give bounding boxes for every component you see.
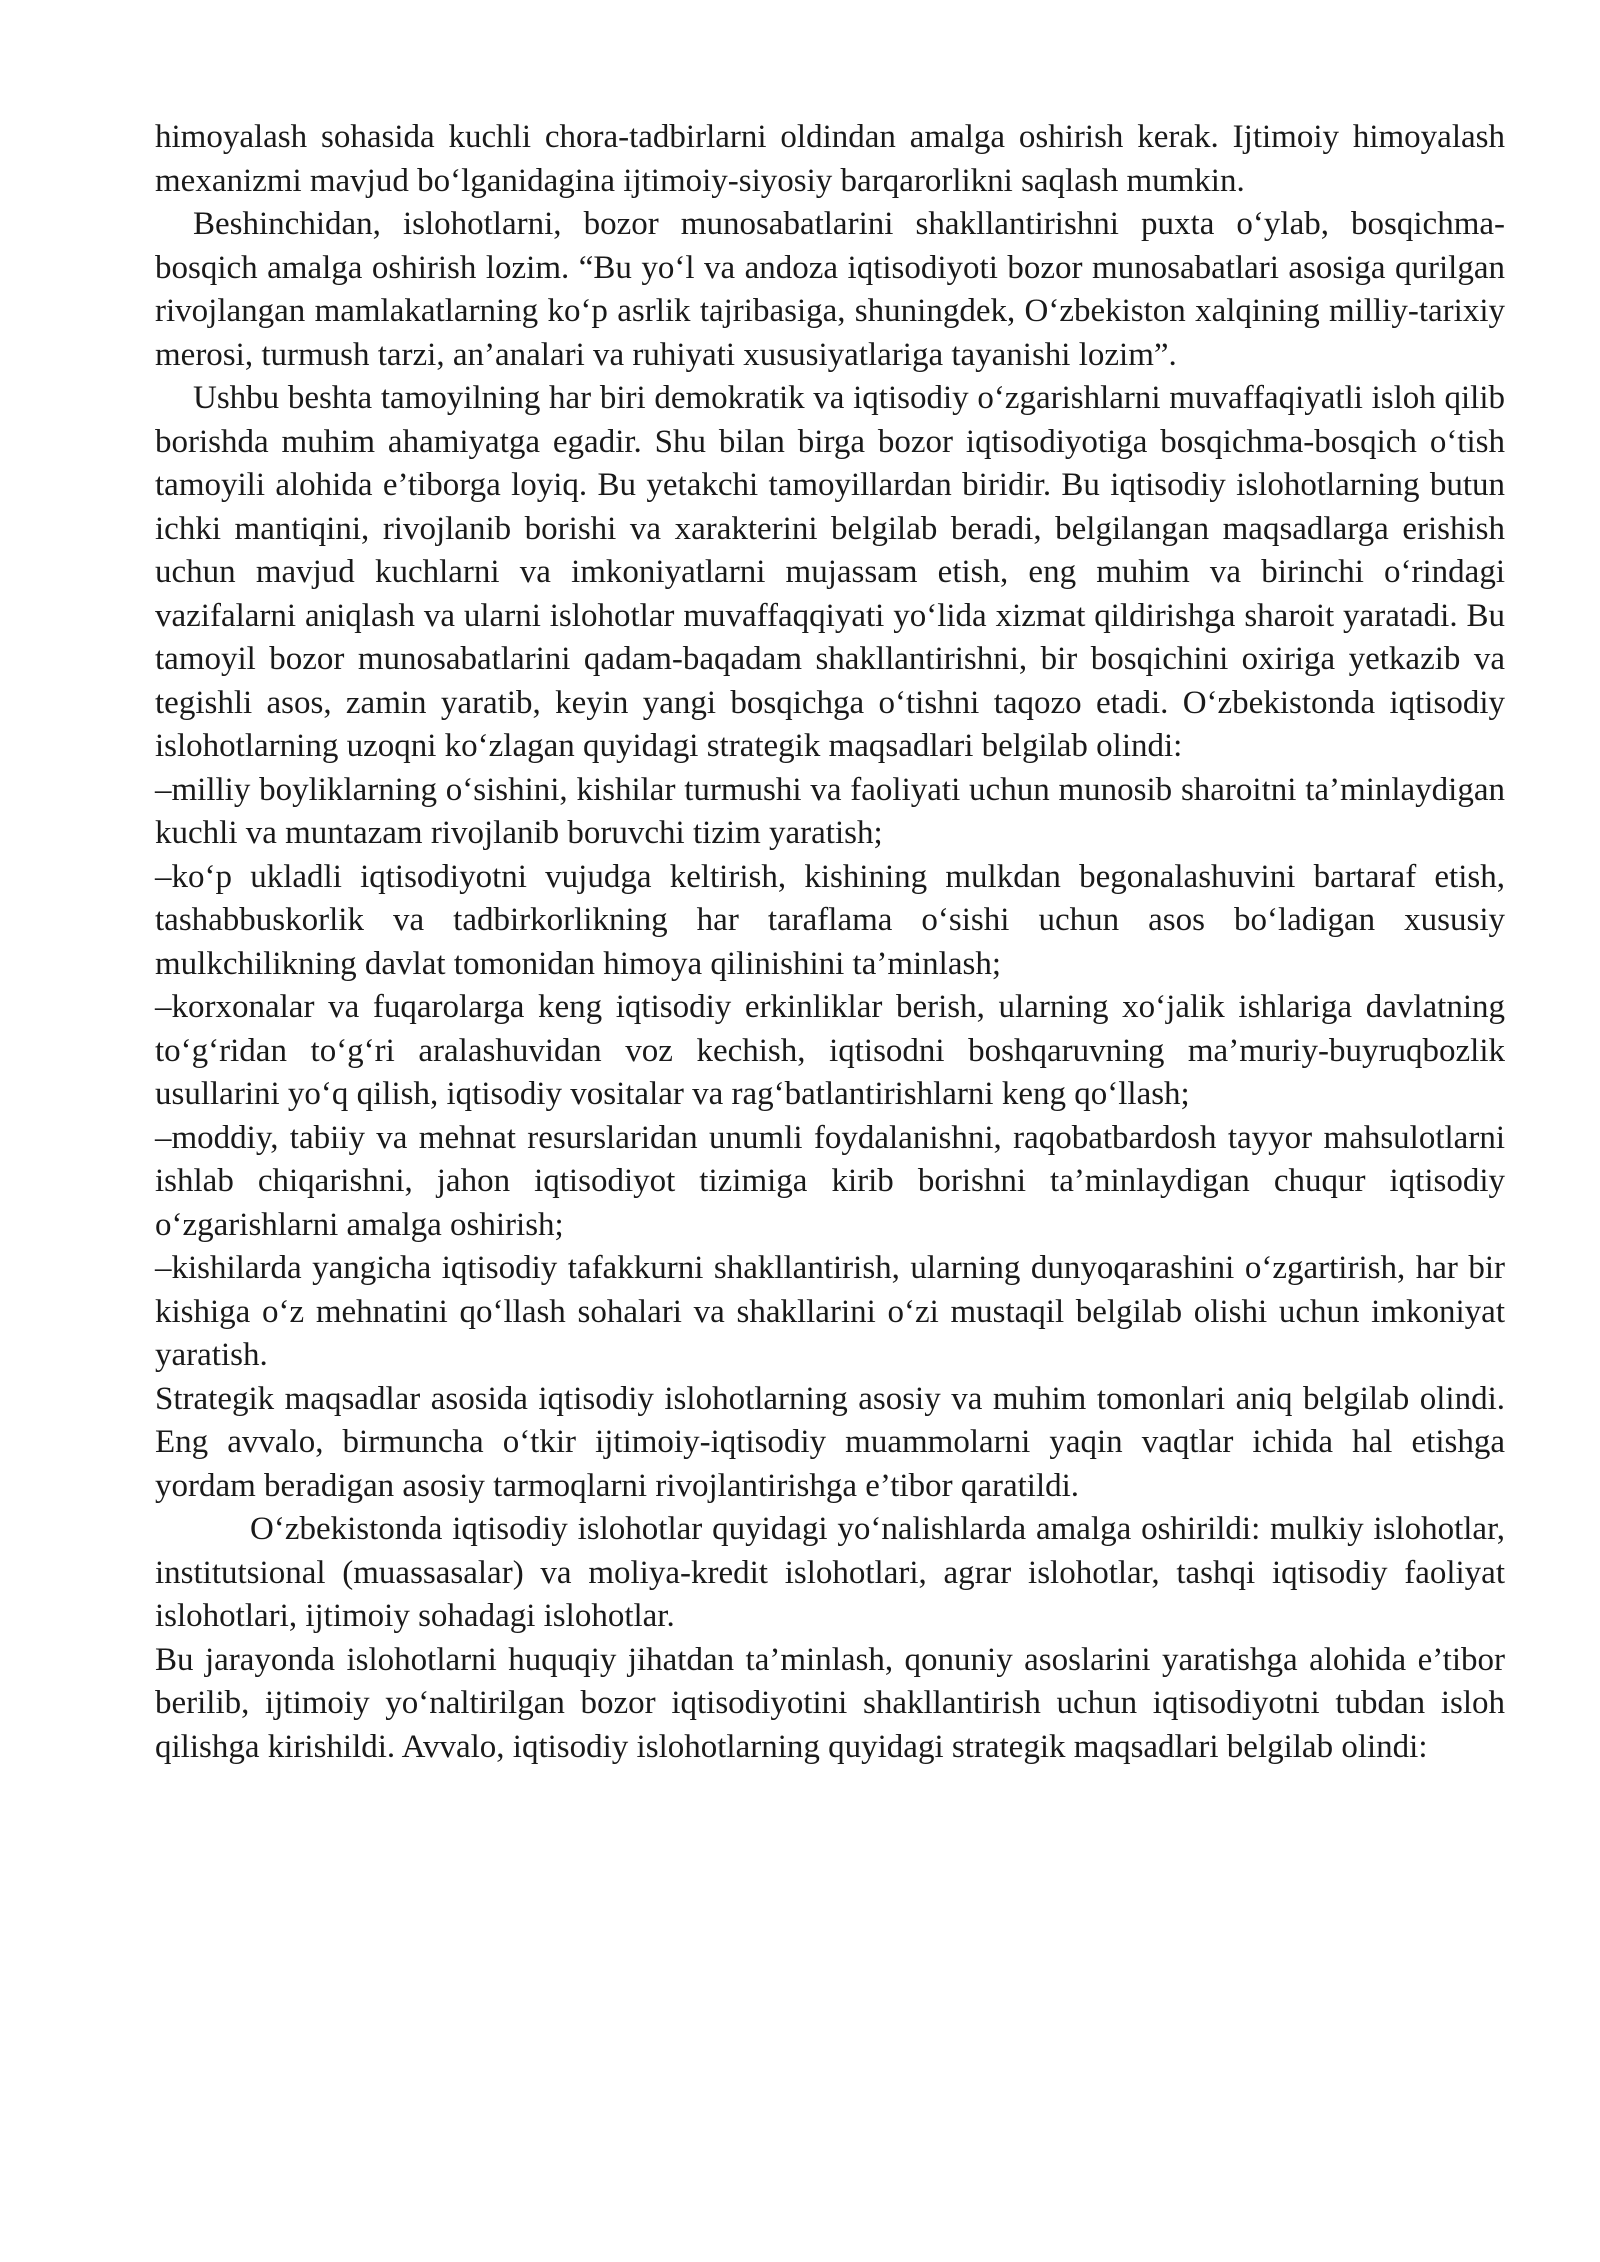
paragraph-fifth-principle: Beshinchidan, islohotlarni, bozor munosabatlarini shakllantirishni puxta o‘ylab, bosqichma-bosqich amalga oshirish lozim. “Bu yo‘l va andoza iqtisodiyoti bozor munosabatlari asosiga qurilgan rivojlangan mamlakatlarning ko‘p asrlik tajribasiga, shuningdek, O‘zbekiston xalqining milliy-tarixiy merosi, turmush tarzi, an’analari va ruhiyati xususiyatlariga tayanishi lozim”. — [155, 206, 1505, 373]
paragraph-strategic-goals: Strategik maqsadlar asosida iqtisodiy islohotlarning asosiy va muhim tomonlari aniq belgilab olindi. Eng avvalo, birmuncha o‘tkir ijtimoiy-iqtisodiy muammolarni yaqin vaqtlar ichida hal etishga yordam beradigan asosiy tarmoqlarni rivojlantirishga e’tibor qaratildi. — [155, 1380, 1505, 1504]
document-body — [155, 116, 1505, 1769]
paragraph-reform-directions: O‘zbekistonda iqtisodiy islohotlar quyidagi yo‘nalishlarda amalga oshirildi: mulkiy islohotlar, institutsional (muassasalar) va moliya-kredit islohotlari, agrar islohotlar, tashqi iqtisodiy faoliyat islohotlari, ijtimoiy sohadagi islohotlar. — [155, 1511, 1505, 1634]
paragraph-legal-basis: Bu jarayonda islohotlarni huquqiy jihatdan ta’minlash, qonuniy asoslarini yaratishga alohida e’tibor berilib, ijtimoiy yo‘naltirilgan bozor iqtisodiyotini shakllantirish uchun iqtisodiyotni tubdan isloh qilishga kirishildi. Avvalo, iqtisodiy islohotlarning quyidagi strategik maqsadlari belgilab olindi: — [155, 1641, 1505, 1765]
list-item-goal-2: –ko‘p ukladli iqtisodiyotni vujudga keltirish, kishining mulkdan begonalashuvini bartaraf etish, tashabbuskorlik va tadbirkorlikning har taraflama o‘sishi uchun asos bo‘ladigan xususiy mulkchilikning davlat tomonidan himoya qilinishini ta’minlash; — [155, 858, 1505, 982]
list-item-goal-5: –kishilarda yangicha iqtisodiy tafakkurni shakllantirish, ularning dunyoqarashini o‘zgartirish, har bir kishiga o‘z mehnatini qo‘llash sohalari va shakllarini o‘zi mustaqil belgilab olishi uchun imkoniyat yaratish. — [155, 1250, 1505, 1373]
list-item-goal-3: –korxonalar va fuqarolarga keng iqtisodiy erkinliklar berish, ularning xo‘jalik ishlariga davlatning to‘g‘ridan to‘g‘ri aralashuvidan voz kechish, iqtisodni boshqaruvning ma’muriy-buyruqbozlik usullarini yo‘q qilish, iqtisodiy vositalar va rag‘batlantirishlarni keng qo‘llash; — [155, 989, 1505, 1112]
list-item-goal-1: –milliy boyliklarning o‘sishini, kishilar turmushi va faoliyati uchun munosib sharoitni ta’minlaydigan kuchli va muntazam rivojlanib boruvchi tizim yaratish; — [155, 771, 1505, 851]
paragraph-five-principles: Ushbu beshta tamoyilning har biri demokratik va iqtisodiy o‘zgarishlarni muvaffaqiyatli isloh qilib borishda muhim ahamiyatga egadir. Shu bilan birga bozor iqtisodiyotiga bosqichma-bosqich o‘tish tamoyili alohida e’tiborga loyiq. Bu yetakchi tamoyillardan biridir. Bu iqtisodiy islohotlarning butun ichki mantiqini, rivojlanib borishi va xarakterini belgilab beradi, belgilangan maqsadlarga erishish uchun mavjud kuchlarni va imkoniyatlarni mujassam etish, eng muhim va birinchi o‘rindagi vazifalarni aniqlash va ularni islohotlar muvaffaqqiyati yo‘lida xizmat qildirishga sharoit yaratadi. Bu tamoyil bozor munosabatlarini qadam-baqadam shakllantirishni, bir bosqichini oxiriga yetkazib va tegishli asos, zamin yaratib, keyin yangi bosqichga o‘tishni taqozo etadi. O‘zbekistonda iqtisodiy islohotlarning uzoqni ko‘zlagan quyidagi strategik maqsadlari belgilab olindi: — [155, 380, 1505, 764]
list-item-goal-4: –moddiy, tabiiy va mehnat resurslaridan unumli foydalanishni, raqobatbardosh tayyor mahsulotlarni ishlab chiqarishni, jahon iqtisodiyot tizimiga kirib borishni ta’minlaydigan chuqur iqtisodiy o‘zgarishlarni amalga oshirish; — [155, 1119, 1505, 1243]
paragraph-social-protection: himoyalash sohasida kuchli chora-tadbirlarni oldindan amalga oshirish kerak. Ijtimoiy himoyalash mexanizmi mavjud bo‘lganidagina ijtimoiy-siyosiy barqarorlikni saqlash mumkin. — [155, 119, 1505, 199]
